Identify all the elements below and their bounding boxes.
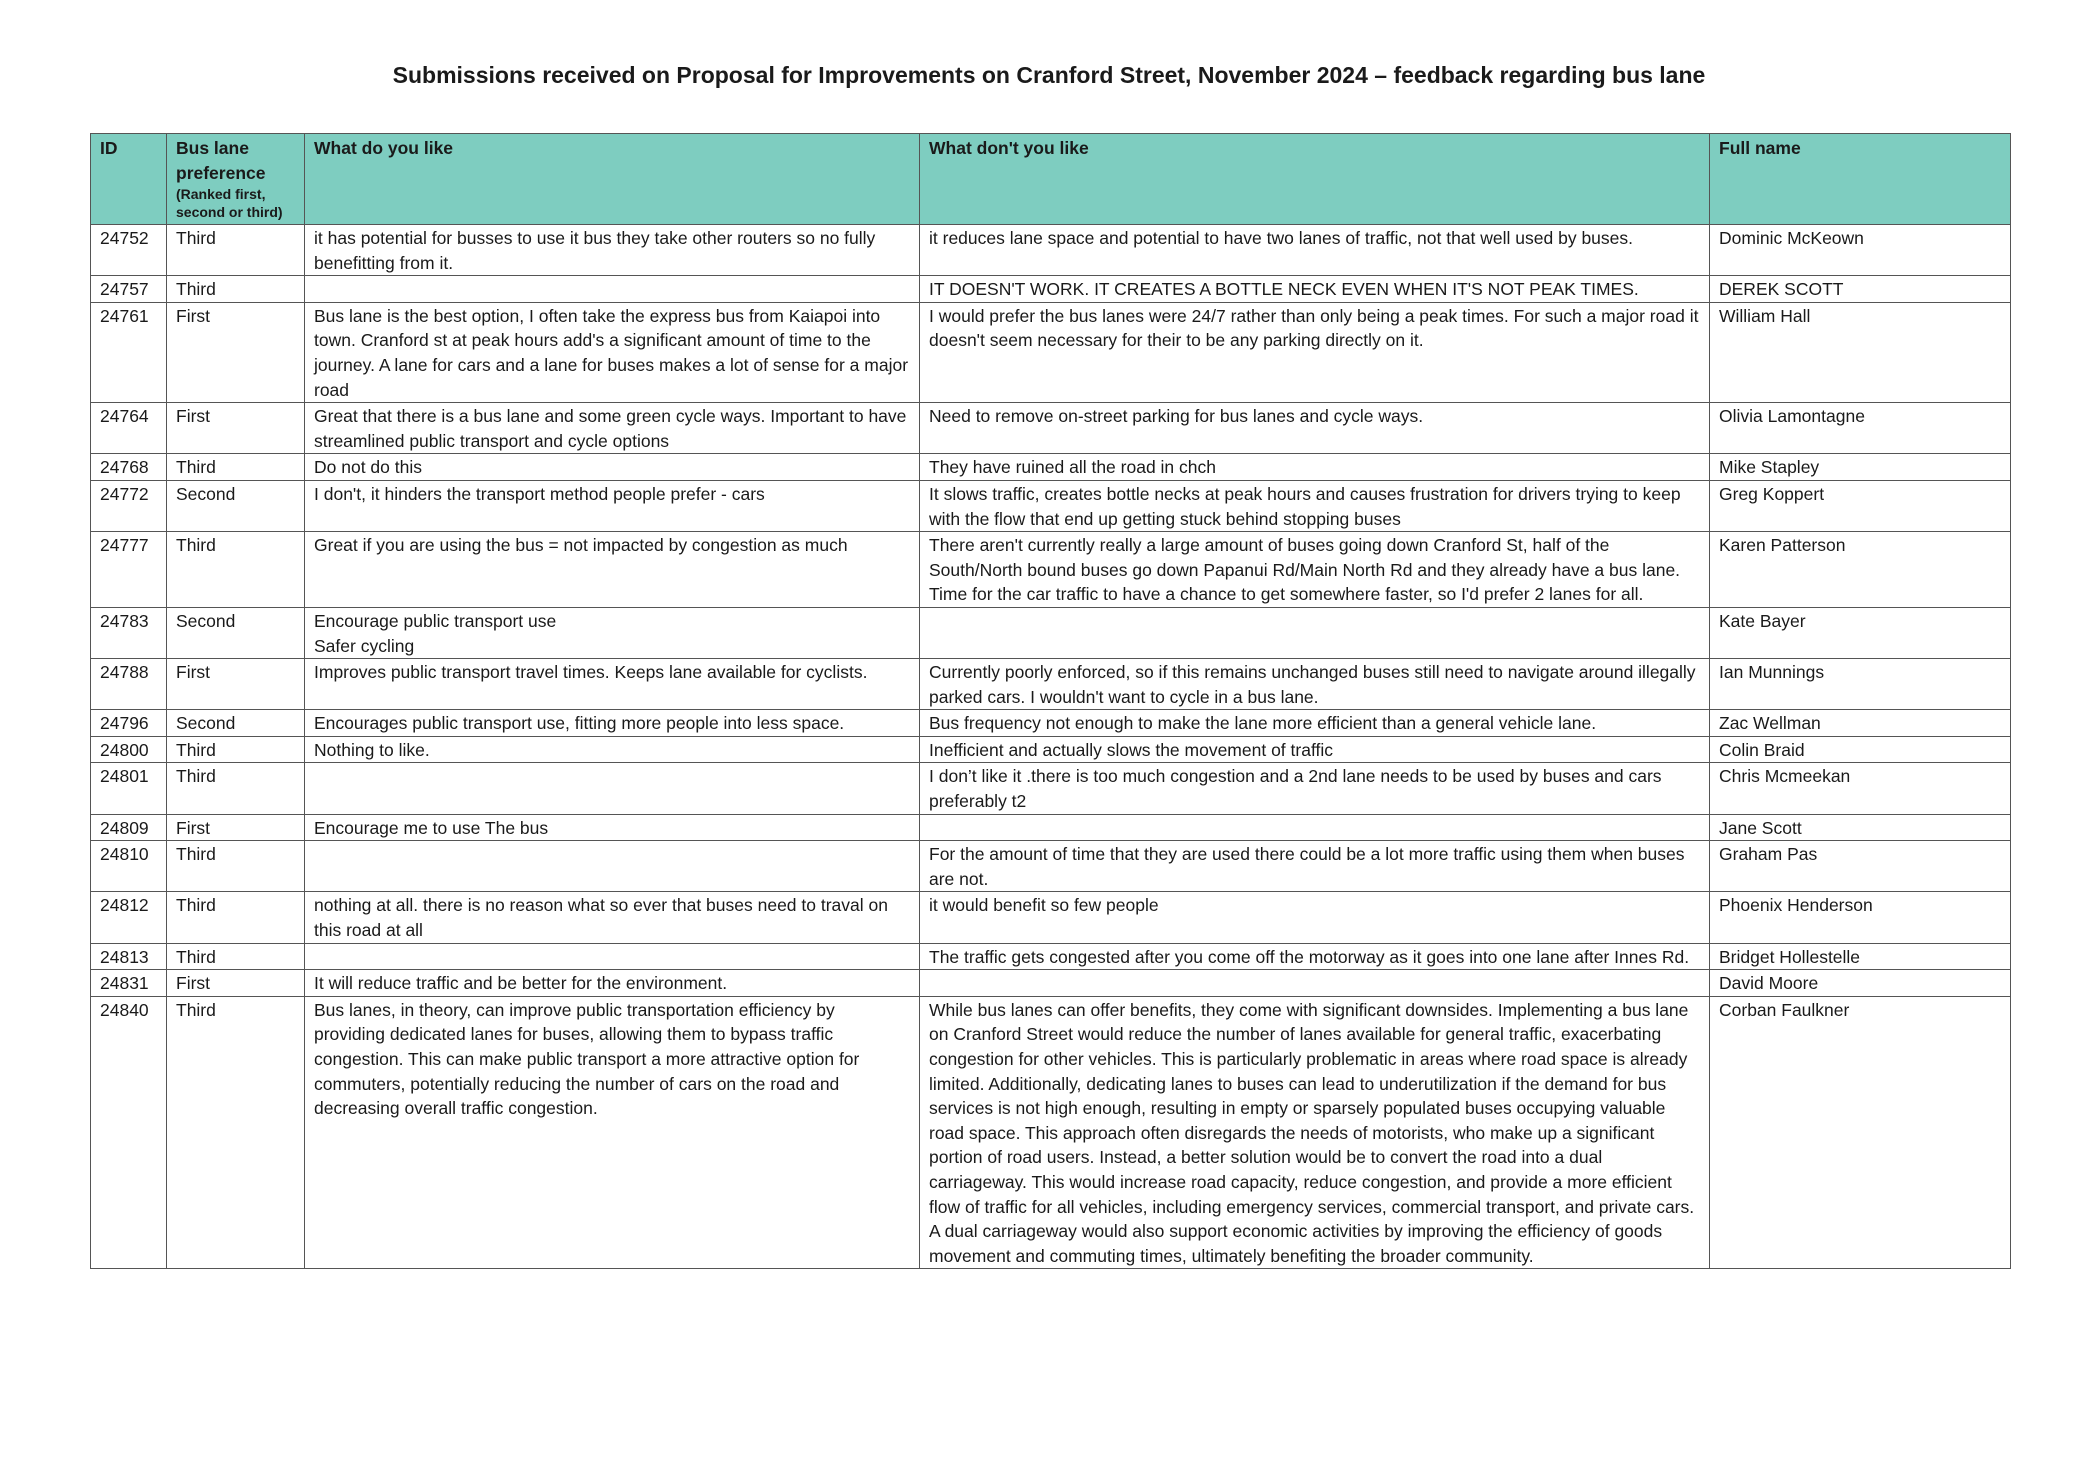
cell-full-name: Jane Scott (1710, 814, 2011, 841)
cell-dislike: Bus frequency not enough to make the lane more efficient than a general vehicle lane. (920, 710, 1710, 737)
cell-like: Encourage me to use The bus (305, 814, 920, 841)
cell-dislike: I don’t like it .there is too much congestion and a 2nd lane needs to be used by buses and cars preferably t2 (920, 763, 1710, 814)
cell-preference: Second (167, 710, 305, 737)
table-row (91, 480, 2011, 531)
cell-id: 24809 (91, 814, 167, 841)
cell-full-name: Mike Stapley (1710, 454, 2011, 481)
table-row (91, 892, 2011, 943)
cell-preference: Third (167, 225, 305, 276)
cell-id: 24810 (91, 841, 167, 892)
table-row (91, 970, 2011, 997)
column-header-like: What do you like (305, 134, 920, 225)
cell-full-name: Dominic McKeown (1710, 225, 2011, 276)
column-header-dislike: What don't you like (920, 134, 1710, 225)
cell-like: Great that there is a bus lane and some green cycle ways. Important to have streamlined public transport and cycle options (305, 403, 920, 454)
cell-full-name: Zac Wellman (1710, 710, 2011, 737)
cell-preference: Third (167, 276, 305, 303)
cell-full-name: Ian Munnings (1710, 659, 2011, 710)
page-title: Submissions received on Proposal for Improvements on Cranford Street, November 2024 – feedback regarding bus lane (392, 62, 1706, 88)
cell-dislike (920, 970, 1710, 997)
cell-full-name: Colin Braid (1710, 736, 2011, 763)
cell-like: Great if you are using the bus = not impacted by congestion as much (305, 532, 920, 608)
cell-id: 24800 (91, 736, 167, 763)
column-header-preference: Bus lane preference (Ranked first, second or third) (167, 134, 305, 225)
cell-full-name: David Moore (1710, 970, 2011, 997)
cell-id: 24764 (91, 403, 167, 454)
table-row (91, 302, 2011, 402)
cell-like: Do not do this (305, 454, 920, 481)
cell-full-name: Graham Pas (1710, 841, 2011, 892)
cell-like: Encourages public transport use, fitting more people into less space. (305, 710, 920, 737)
table-row (91, 454, 2011, 481)
cell-preference: Third (167, 841, 305, 892)
cell-preference: Third (167, 943, 305, 970)
cell-dislike: Inefficient and actually slows the movement of traffic (920, 736, 1710, 763)
table-row (91, 276, 2011, 303)
table-row (91, 659, 2011, 710)
cell-id: 24777 (91, 532, 167, 608)
cell-like: it has potential for busses to use it bus they take other routers so no fully benefitting from it. (305, 225, 920, 276)
cell-like (305, 763, 920, 814)
cell-dislike (920, 607, 1710, 658)
cell-dislike: IT DOESN'T WORK. IT CREATES A BOTTLE NECK EVEN WHEN IT'S NOT PEAK TIMES. (920, 276, 1710, 303)
cell-full-name: Chris Mcmeekan (1710, 763, 2011, 814)
cell-full-name: Karen Patterson (1710, 532, 2011, 608)
preference-note: (Ranked first, second or third) (176, 186, 283, 221)
cell-like: Bus lanes, in theory, can improve public transportation efficiency by providing dedicated lanes for buses, allowing them to bypass traffic congestion. This can make public transport a more attractive option for commuters, potentially reducing the number of cars on the road and decreasing overall traffic congestion. (305, 996, 920, 1269)
cell-id: 24812 (91, 892, 167, 943)
table-row (91, 225, 2011, 276)
column-header-id: ID (91, 134, 167, 225)
cell-id: 24761 (91, 302, 167, 402)
cell-like: nothing at all. there is no reason what so ever that buses need to traval on this road at all (305, 892, 920, 943)
cell-preference: Third (167, 532, 305, 608)
cell-id: 24783 (91, 607, 167, 658)
cell-dislike: Need to remove on-street parking for bus lanes and cycle ways. (920, 403, 1710, 454)
cell-full-name: William Hall (1710, 302, 2011, 402)
table-row (91, 763, 2011, 814)
cell-like: I don't, it hinders the transport method people prefer - cars (305, 480, 920, 531)
cell-dislike: Currently poorly enforced, so if this remains unchanged buses still need to navigate around illegally parked cars. I wouldn't want to cycle in a bus lane. (920, 659, 1710, 710)
cell-preference: Third (167, 763, 305, 814)
cell-preference: Third (167, 996, 305, 1269)
cell-like: Nothing to like. (305, 736, 920, 763)
cell-dislike: It slows traffic, creates bottle necks at peak hours and causes frustration for drivers trying to keep with the flow that end up getting stuck behind stopping buses (920, 480, 1710, 531)
cell-dislike: While bus lanes can offer benefits, they come with significant downsides. Implementing a bus lane on Cranford Street would reduce the number of lanes available for general traffic, exacerbating congestion for other vehicles. This is particularly problematic in areas where road space is already limited. Additionally, dedicating lanes to buses can lead to underutilization if the demand for bus services is not high enough, resulting in empty or sparsely populated buses occupying valuable road space. This approach often disregards the needs of motorists, who make up a significant portion of road users. Instead, a better solution would be to convert the road into a dual carriageway. This would increase road capacity, reduce congestion, and provide a more efficient flow of traffic for all vehicles, including emergency services, commercial transport, and private cars. A dual carriageway would also support economic activities by improving the efficiency of goods movement and commuting times, ultimately benefiting the broader community. (920, 996, 1710, 1269)
cell-full-name: Phoenix Henderson (1710, 892, 2011, 943)
cell-full-name: Corban Faulkner (1710, 996, 2011, 1269)
cell-like: It will reduce traffic and be better for the environment. (305, 970, 920, 997)
cell-full-name: Kate Bayer (1710, 607, 2011, 658)
cell-preference: First (167, 659, 305, 710)
cell-like: Encourage public transport use Safer cycling (305, 607, 920, 658)
cell-dislike (920, 814, 1710, 841)
cell-preference: First (167, 814, 305, 841)
cell-dislike: The traffic gets congested after you come off the motorway as it goes into one lane after Innes Rd. (920, 943, 1710, 970)
cell-preference: Third (167, 892, 305, 943)
cell-preference: Second (167, 480, 305, 531)
cell-preference: Third (167, 454, 305, 481)
table-row (91, 532, 2011, 608)
cell-id: 24768 (91, 454, 167, 481)
cell-id: 24752 (91, 225, 167, 276)
cell-full-name: Bridget Hollestelle (1710, 943, 2011, 970)
cell-id: 24788 (91, 659, 167, 710)
table-row (91, 814, 2011, 841)
cell-dislike: For the amount of time that they are used there could be a lot more traffic using them when buses are not. (920, 841, 1710, 892)
cell-preference: Third (167, 736, 305, 763)
submissions-table (90, 133, 2011, 1269)
table-row (91, 841, 2011, 892)
column-header-full-name: Full name (1710, 134, 2011, 225)
cell-full-name: Greg Koppert (1710, 480, 2011, 531)
cell-id: 24831 (91, 970, 167, 997)
cell-like: Bus lane is the best option, I often take the express bus from Kaiapoi into town. Cranford st at peak hours add's a significant amount of time to the journey. A lane for cars and a lane for buses makes a lot of sense for a major road (305, 302, 920, 402)
table-row (91, 710, 2011, 737)
cell-like: Improves public transport travel times. Keeps lane available for cyclists. (305, 659, 920, 710)
cell-preference: First (167, 302, 305, 402)
table-body (91, 225, 2011, 1269)
cell-id: 24772 (91, 480, 167, 531)
cell-id: 24757 (91, 276, 167, 303)
cell-like (305, 943, 920, 970)
cell-dislike: There aren't currently really a large amount of buses going down Cranford St, half of the South/North bound buses go down Papanui Rd/Main North Rd and they already have a bus lane. Time for the car traffic to have a chance to get somewhere faster, so I'd prefer 2 lanes for all. (920, 532, 1710, 608)
cell-dislike: I would prefer the bus lanes were 24/7 rather than only being a peak times. For such a major road it doesn't seem necessary for their to be any parking directly on it. (920, 302, 1710, 402)
cell-like (305, 276, 920, 303)
table-row (91, 607, 2011, 658)
cell-preference: First (167, 403, 305, 454)
cell-dislike: it would benefit so few people (920, 892, 1710, 943)
cell-dislike: They have ruined all the road in chch (920, 454, 1710, 481)
cell-id: 24840 (91, 996, 167, 1269)
cell-like (305, 841, 920, 892)
table-row (91, 403, 2011, 454)
table-row (91, 996, 2011, 1269)
cell-preference: First (167, 970, 305, 997)
table-row (91, 943, 2011, 970)
cell-dislike: it reduces lane space and potential to have two lanes of traffic, not that well used by buses. (920, 225, 1710, 276)
cell-id: 24796 (91, 710, 167, 737)
table-header-row (91, 134, 2011, 225)
table-row (91, 736, 2011, 763)
cell-id: 24801 (91, 763, 167, 814)
cell-full-name: DEREK SCOTT (1710, 276, 2011, 303)
cell-preference: Second (167, 607, 305, 658)
cell-id: 24813 (91, 943, 167, 970)
cell-full-name: Olivia Lamontagne (1710, 403, 2011, 454)
